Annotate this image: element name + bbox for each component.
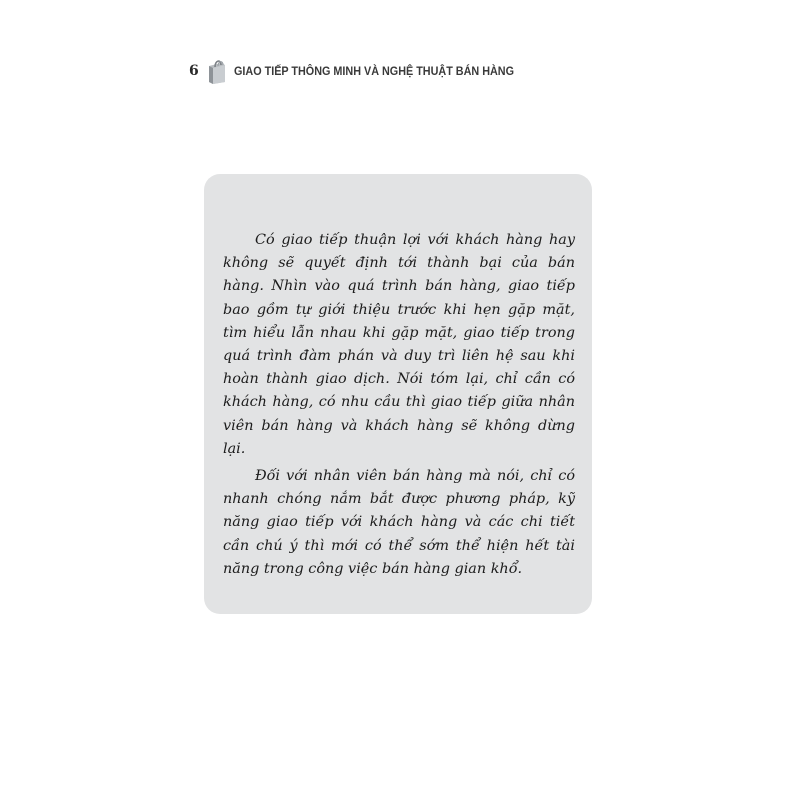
quote-content xyxy=(223,229,575,585)
shopping-bag-icon xyxy=(206,57,228,85)
page-number: 6 xyxy=(189,63,199,79)
paragraph-1: Có giao tiếp thuận lợi với khách hàng hay không sẽ quyết định tới thành bại của bán hàng. Nhìn vào quá trình bán hàng, giao tiếp bao gồm tự giới thiệu trước khi hẹn gặp mặt, tìm hiểu lẫn nhau khi gặp mặt, giao tiếp trong quá trình đàm phán và duy trì liên hệ sau khi hoàn thành giao dịch. Nói tóm lại, chỉ cần có khách hàng, có nhu cầu thì giao tiếp giữa nhân viên bán hàng và khách hàng sẽ không dừng lại. xyxy=(223,232,575,457)
paragraph-2: Đối với nhân viên bán hàng mà nói, chỉ có nhanh chóng nắm bắt được phương pháp, kỹ năng giao tiếp với khách hàng và các chi tiết cần chú ý thì mới có thể sớm thể hiện hết tài năng trong công việc bán hàng gian khổ. xyxy=(223,468,575,577)
page-header xyxy=(189,55,545,87)
book-title: GIAO TIẾP THÔNG MINH VÀ NGHỆ THUẬT BÁN HÀNG xyxy=(233,64,514,78)
